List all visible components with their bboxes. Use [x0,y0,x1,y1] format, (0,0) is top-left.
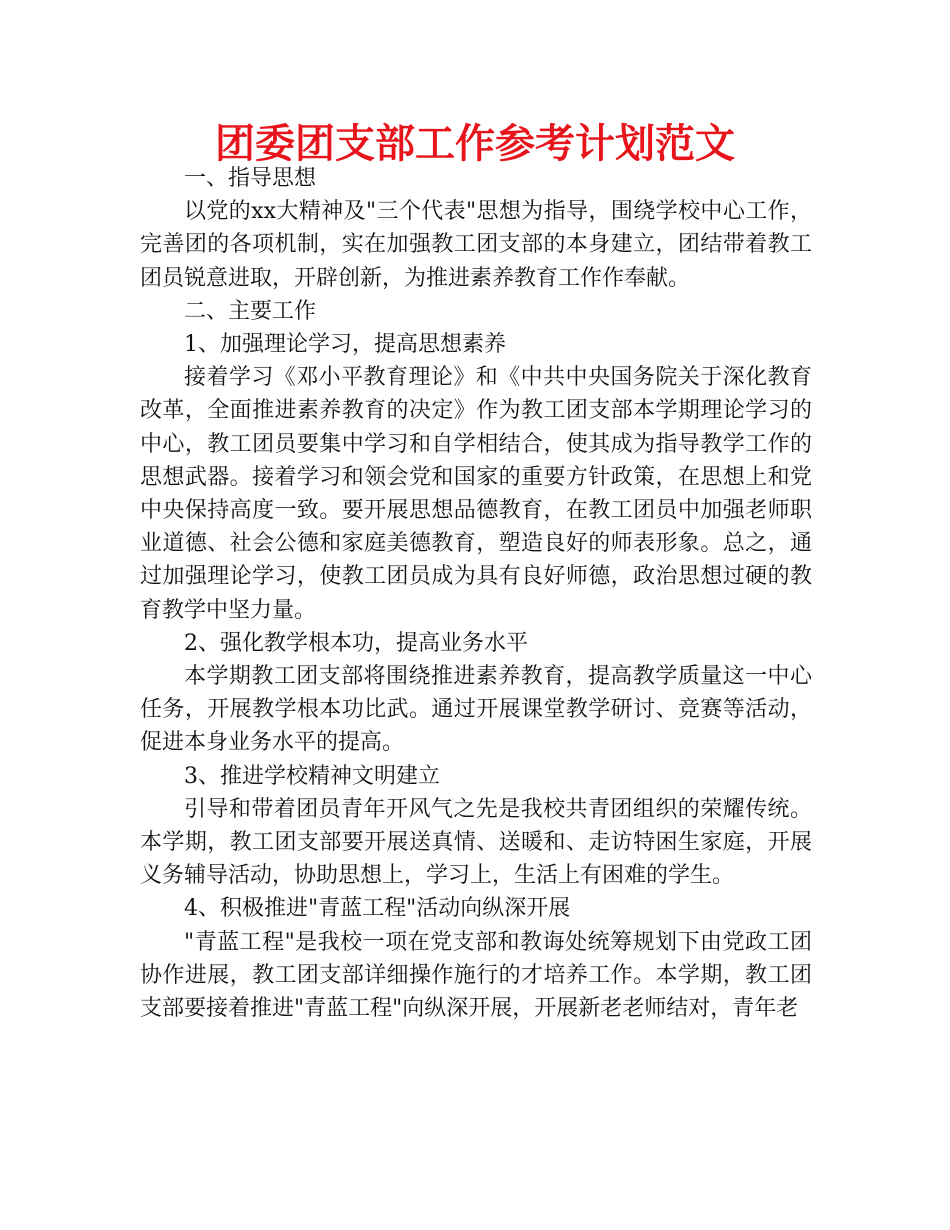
document-title: 团委团支部工作参考计划范文 [215,121,735,167]
paragraph-spiritual-civilization: 引导和带着团员青年开风气之先是我校共青团组织的荣耀传统。本学期，教工团支部要开展送真情、送暖和、走访特困生家庭，开展义务辅导活动，协助思想上，学习上，生活上有困难的学生。 [140,796,812,889]
subheading-spiritual-civilization: 3、推进学校精神文明建立 [184,763,440,789]
paragraph-teaching-skills: 本学期教工团支部将围绕推进素养教育，提高教学质量这一中心任务，开展教学根本功比武。通过开展课堂教学研讨、竞赛等活动，促进本身业务水平的提高。 [140,664,812,756]
subheading-qinglan-project: 4、积极推进"青蓝工程"活动向纵深开展 [184,896,571,922]
subheading-theory-study: 1、加强理论学习，提高思想素养 [184,332,506,358]
paragraph-qinglan-project: "青蓝工程"是我校一项在党支部和教诲处统筹规划下由党政工团协作进展，教工团支部详细操作施行的才培养工作。本学期，教工团支部要接着推进"青蓝工程"向纵深开展，开展新老老师结对，青年老 [140,929,812,1022]
section-heading-main-work: 二、主要工作 [184,298,317,324]
paragraph-guiding-ideology: 以党的xx大精神及"三个代表"思想为指导，围绕学校中心工作，完善团的各项机制，实在加强教工团支部的本身建立，团结带着教工团员锐意进取，开辟创新，为推进素养教育工作作奉献。 [140,199,812,291]
document-body [140,162,812,1025]
section-heading-guiding-ideology: 一、指导思想 [184,166,317,191]
subheading-teaching-skills: 2、强化教学根本功，提高业务水平 [184,630,528,656]
paragraph-theory-study: 接着学习《邓小平教育理论》和《中共中央国务院关于深化教育改革，全面推进素养教育的决定》作为教工团支部本学期理论学习的中心，教工团员要集中学习和自学相结合，使其成为指导教学工作的思想武器。接着学习和领会党和国家的重要方针政策，在思想上和党中央保持高度一致。要开展思想品德教育，在教工团员中加强老师职业道德、社会公德和家庭美德教育，塑造良好的师表形象。总之，通过加强理论学习，使教工团员成为具有良好师德，政治思想过硬的教育教学中坚力量。 [140,365,812,623]
